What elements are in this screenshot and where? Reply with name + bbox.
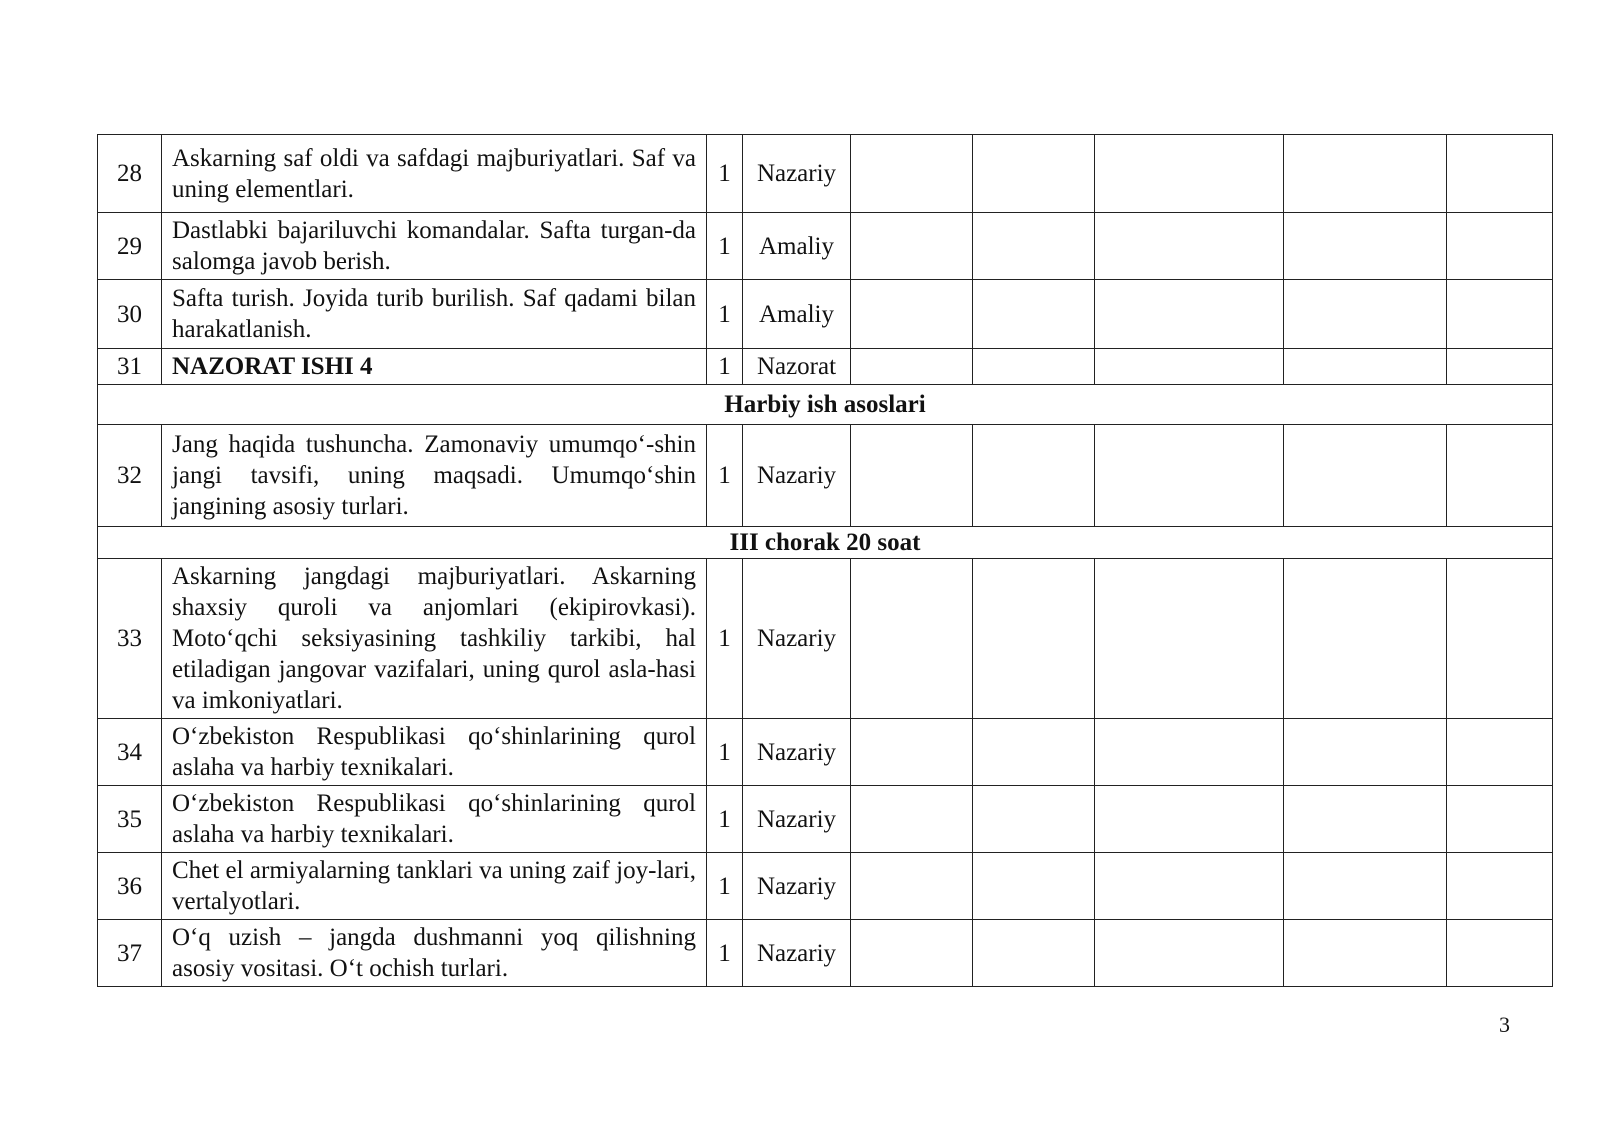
- table-row: [98, 349, 1553, 385]
- empty-cell: [1284, 853, 1447, 920]
- empty-cell: [973, 786, 1095, 853]
- lesson-hours: 1: [707, 719, 743, 786]
- lesson-hours: 1: [707, 213, 743, 280]
- empty-cell: [1095, 786, 1284, 853]
- empty-cell: [1284, 719, 1447, 786]
- table-row: [98, 920, 1553, 987]
- empty-cell: [851, 425, 973, 527]
- empty-cell: [973, 559, 1095, 719]
- empty-cell: [851, 135, 973, 213]
- lesson-type: Nazariy: [743, 425, 851, 527]
- empty-cell: [1447, 349, 1553, 385]
- lesson-hours: 1: [707, 349, 743, 385]
- lesson-number: 33: [98, 559, 162, 719]
- lesson-hours: 1: [707, 135, 743, 213]
- empty-cell: [1447, 853, 1553, 920]
- table-row: [98, 213, 1553, 280]
- empty-cell: [1095, 135, 1284, 213]
- empty-cell: [1095, 719, 1284, 786]
- lesson-topic: O‘zbekiston Respublikasi qo‘shinlarining qurol aslaha va harbiy texnikalari.: [162, 719, 707, 786]
- lesson-hours: 1: [707, 853, 743, 920]
- lesson-topic: O‘q uzish – jangda dushmanni yoq qilishning asosiy vositasi. O‘t ochish turlari.: [162, 920, 707, 987]
- empty-cell: [973, 853, 1095, 920]
- lesson-number: 37: [98, 920, 162, 987]
- lesson-hours: 1: [707, 425, 743, 527]
- empty-cell: [1095, 425, 1284, 527]
- empty-cell: [1284, 280, 1447, 349]
- empty-cell: [1447, 280, 1553, 349]
- lesson-number: 28: [98, 135, 162, 213]
- empty-cell: [973, 349, 1095, 385]
- empty-cell: [1447, 920, 1553, 987]
- lesson-topic: Safta turish. Joyida turib burilish. Saf qadami bilan harakatlanish.: [162, 280, 707, 349]
- curriculum-table: [97, 134, 1553, 987]
- empty-cell: [1447, 559, 1553, 719]
- lesson-number: 29: [98, 213, 162, 280]
- lesson-number: 34: [98, 719, 162, 786]
- table-body: [98, 135, 1553, 987]
- empty-cell: [1095, 213, 1284, 280]
- lesson-number: 32: [98, 425, 162, 527]
- section-header-row: [98, 527, 1553, 559]
- lesson-topic: NAZORAT ISHI 4: [162, 349, 707, 385]
- lesson-topic: Chet el armiyalarning tanklari va uning zaif joy-lari, vertalyotlari.: [162, 853, 707, 920]
- table-row: [98, 786, 1553, 853]
- lesson-type: Amaliy: [743, 213, 851, 280]
- lesson-type: Nazariy: [743, 135, 851, 213]
- lesson-type: Nazariy: [743, 559, 851, 719]
- lesson-hours: 1: [707, 920, 743, 987]
- empty-cell: [1284, 135, 1447, 213]
- empty-cell: [1284, 559, 1447, 719]
- empty-cell: [973, 213, 1095, 280]
- section-title: Harbiy ish asoslari: [98, 385, 1553, 425]
- empty-cell: [1095, 280, 1284, 349]
- table-row: [98, 280, 1553, 349]
- empty-cell: [851, 559, 973, 719]
- lesson-number: 30: [98, 280, 162, 349]
- empty-cell: [1447, 786, 1553, 853]
- empty-cell: [851, 786, 973, 853]
- empty-cell: [1284, 920, 1447, 987]
- empty-cell: [851, 213, 973, 280]
- lesson-type: Nazariy: [743, 719, 851, 786]
- empty-cell: [1284, 213, 1447, 280]
- empty-cell: [1095, 559, 1284, 719]
- empty-cell: [1095, 349, 1284, 385]
- lesson-topic: Askarning saf oldi va safdagi majburiyatlari. Saf va uning elementlari.: [162, 135, 707, 213]
- lesson-topic: O‘zbekiston Respublikasi qo‘shinlarining qurol aslaha va harbiy texnikalari.: [162, 786, 707, 853]
- empty-cell: [1447, 213, 1553, 280]
- lesson-type: Nazariy: [743, 786, 851, 853]
- empty-cell: [1095, 853, 1284, 920]
- section-header-row: [98, 385, 1553, 425]
- empty-cell: [973, 719, 1095, 786]
- empty-cell: [1284, 425, 1447, 527]
- lesson-number: 35: [98, 786, 162, 853]
- lesson-type: Nazariy: [743, 853, 851, 920]
- empty-cell: [851, 853, 973, 920]
- lesson-topic: Askarning jangdagi majburiyatlari. Askarning shaxsiy quroli va anjomlari (ekipirovkasi). Moto‘qchi seksiyasining tashkiliy tarkibi, hal etiladigan jangovar vazifalari, uning qurol asla-hasi va imkoniyatlari.: [162, 559, 707, 719]
- empty-cell: [973, 920, 1095, 987]
- empty-cell: [1095, 920, 1284, 987]
- empty-cell: [1284, 786, 1447, 853]
- empty-cell: [973, 280, 1095, 349]
- table-row: [98, 719, 1553, 786]
- lesson-topic: Jang haqida tushuncha. Zamonaviy umumqo‘-shin jangi tavsifi, uning maqsadi. Umumqo‘shin jangining asosiy turlari.: [162, 425, 707, 527]
- lesson-number: 36: [98, 853, 162, 920]
- page-number: 3: [1499, 1012, 1510, 1037]
- table-row: [98, 135, 1553, 213]
- empty-cell: [1447, 135, 1553, 213]
- empty-cell: [851, 349, 973, 385]
- lesson-hours: 1: [707, 559, 743, 719]
- table-row: [98, 853, 1553, 920]
- empty-cell: [851, 719, 973, 786]
- section-title: III chorak 20 soat: [98, 527, 1553, 559]
- table-row: [98, 425, 1553, 527]
- lesson-type: Nazariy: [743, 920, 851, 987]
- lesson-hours: 1: [707, 786, 743, 853]
- lesson-type: Amaliy: [743, 280, 851, 349]
- empty-cell: [1447, 719, 1553, 786]
- lesson-number: 31: [98, 349, 162, 385]
- lesson-topic: Dastlabki bajariluvchi komandalar. Safta turgan-da salomga javob berish.: [162, 213, 707, 280]
- empty-cell: [851, 920, 973, 987]
- empty-cell: [973, 425, 1095, 527]
- empty-cell: [1284, 349, 1447, 385]
- empty-cell: [973, 135, 1095, 213]
- empty-cell: [1447, 425, 1553, 527]
- table-row: [98, 559, 1553, 719]
- empty-cell: [851, 280, 973, 349]
- lesson-type: Nazorat: [743, 349, 851, 385]
- lesson-hours: 1: [707, 280, 743, 349]
